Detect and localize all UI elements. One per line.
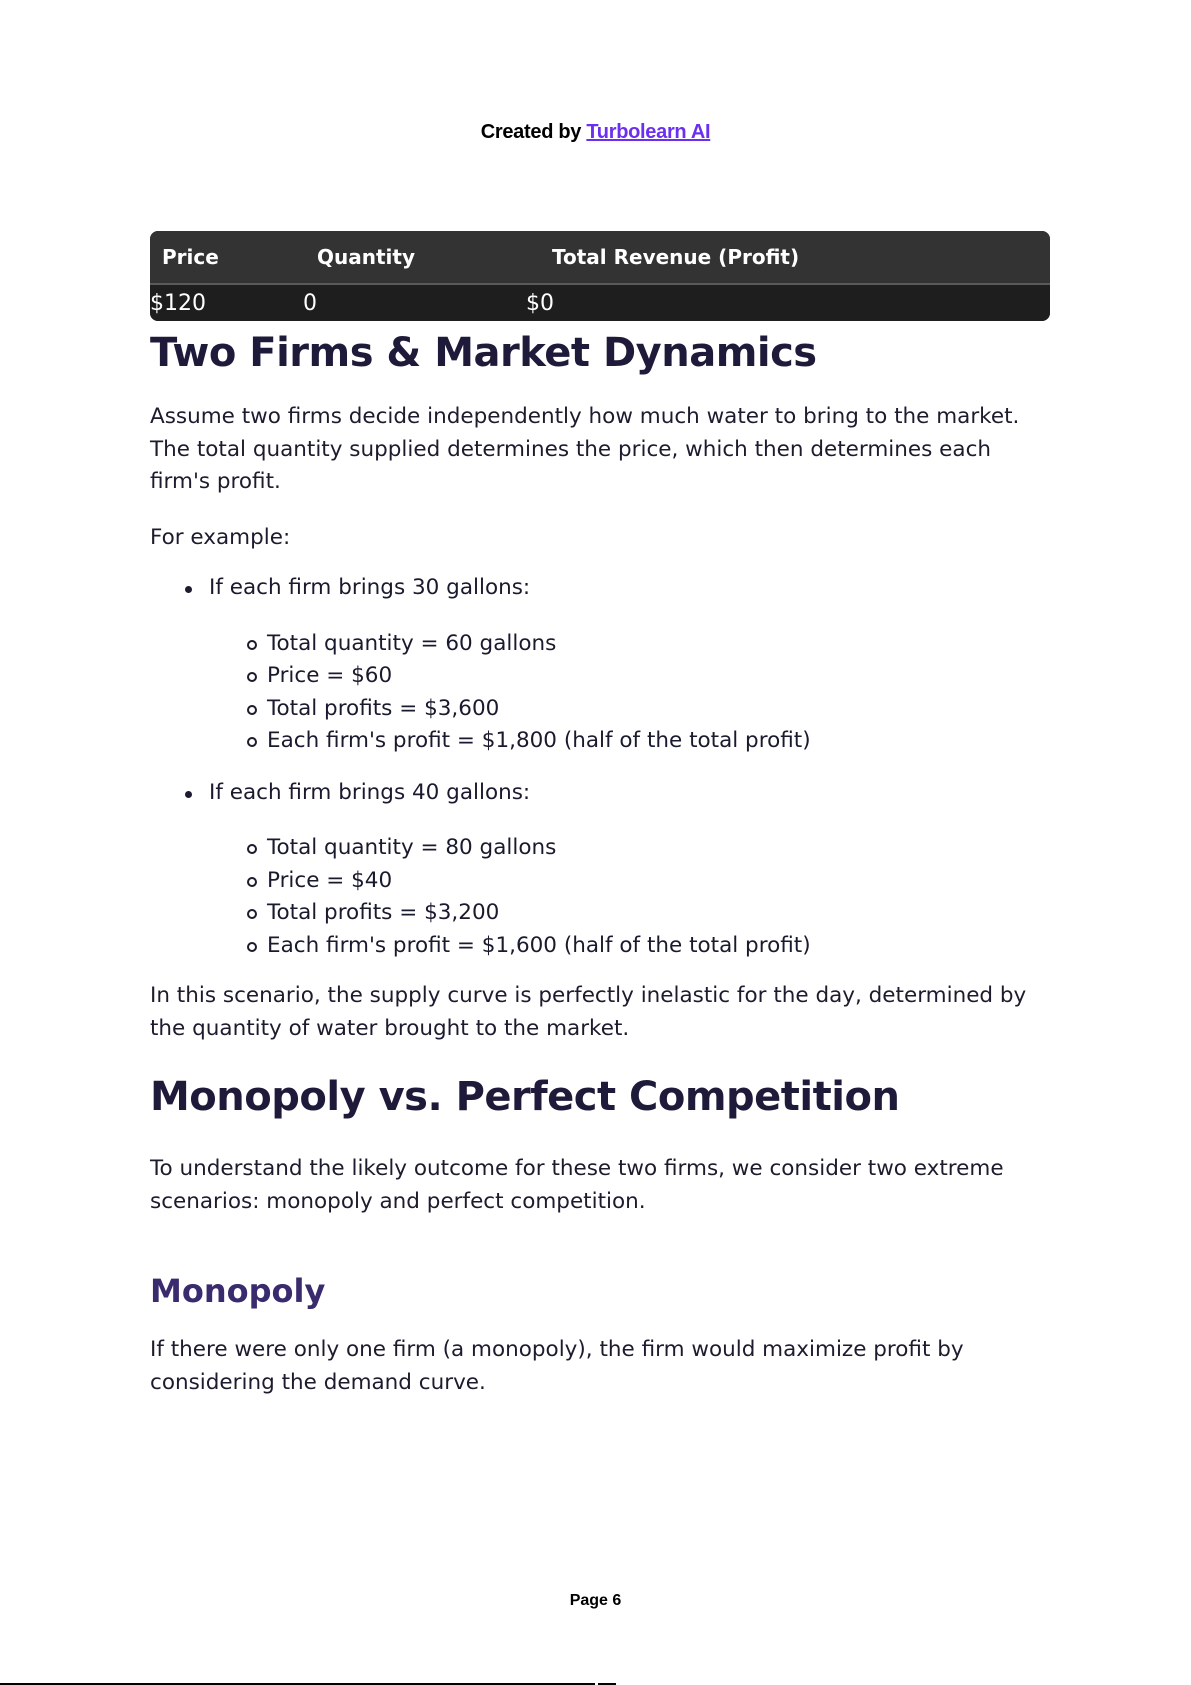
section-heading-two-firms: Two Firms & Market Dynamics (150, 330, 817, 376)
sub-list (209, 628, 1050, 758)
column-header-quantity: Quantity (317, 245, 415, 269)
column-header-price: Price (162, 245, 219, 269)
page-number: Page 6 (569, 1592, 622, 1609)
table-cell-total-revenue: $0 (526, 290, 554, 316)
page-content (150, 231, 1050, 1399)
created-by-text: Created by (480, 121, 582, 143)
sub-list-item: Total profits = $3,600 (209, 693, 1050, 726)
document-header (0, 121, 1191, 144)
revenue-table (150, 231, 1050, 321)
table-cell-quantity: 0 (303, 290, 317, 316)
list-item (150, 572, 1050, 758)
example-list (150, 572, 1050, 962)
two-firms-intro: Assume two firms decide independently how much water to bring to the market. The total quantity supplied determines the price, which then determines each firm's profit. (150, 404, 1020, 494)
subheading-monopoly: Monopoly (150, 1272, 326, 1310)
column-header-total-revenue: Total Revenue (Profit) (552, 245, 800, 269)
table-row (150, 285, 1050, 321)
bullet-label: If each firm brings 40 gallons: (209, 779, 531, 805)
example-label: For example: (150, 524, 291, 550)
monopoly-competition-intro: To understand the likely outcome for these two firms, we consider two extreme scenarios: monopoly and perfect competition. (150, 1156, 1004, 1214)
sub-list-item: Price = $40 (209, 865, 1050, 898)
sub-list-item: Price = $60 (209, 660, 1050, 693)
sub-list-item: Total quantity = 80 gallons (209, 832, 1050, 865)
section-heading-monopoly-vs-competition: Monopoly vs. Perfect Competition (150, 1074, 900, 1120)
monopoly-paragraph: If there were only one firm (a monopoly), the firm would maximize profit by considering the demand curve. (150, 1337, 964, 1395)
sub-list-item: Each firm's profit = $1,600 (half of the total profit) (209, 930, 1050, 963)
sub-list-item: Total quantity = 60 gallons (209, 628, 1050, 661)
sub-list-item: Each firm's profit = $1,800 (half of the total profit) (209, 725, 1050, 758)
sub-list (209, 832, 1050, 962)
list-item (150, 777, 1050, 963)
turbolearn-link[interactable]: Turbolearn AI (586, 121, 711, 143)
sub-list-item: Total profits = $3,200 (209, 897, 1050, 930)
bullet-label: If each firm brings 30 gallons: (209, 575, 531, 600)
table-cell-price: $120 (150, 290, 206, 316)
inelastic-supply-paragraph: In this scenario, the supply curve is perfectly inelastic for the day, determined by the quantity of water brought to the market. (150, 983, 1027, 1041)
table-header-row (150, 231, 1050, 285)
